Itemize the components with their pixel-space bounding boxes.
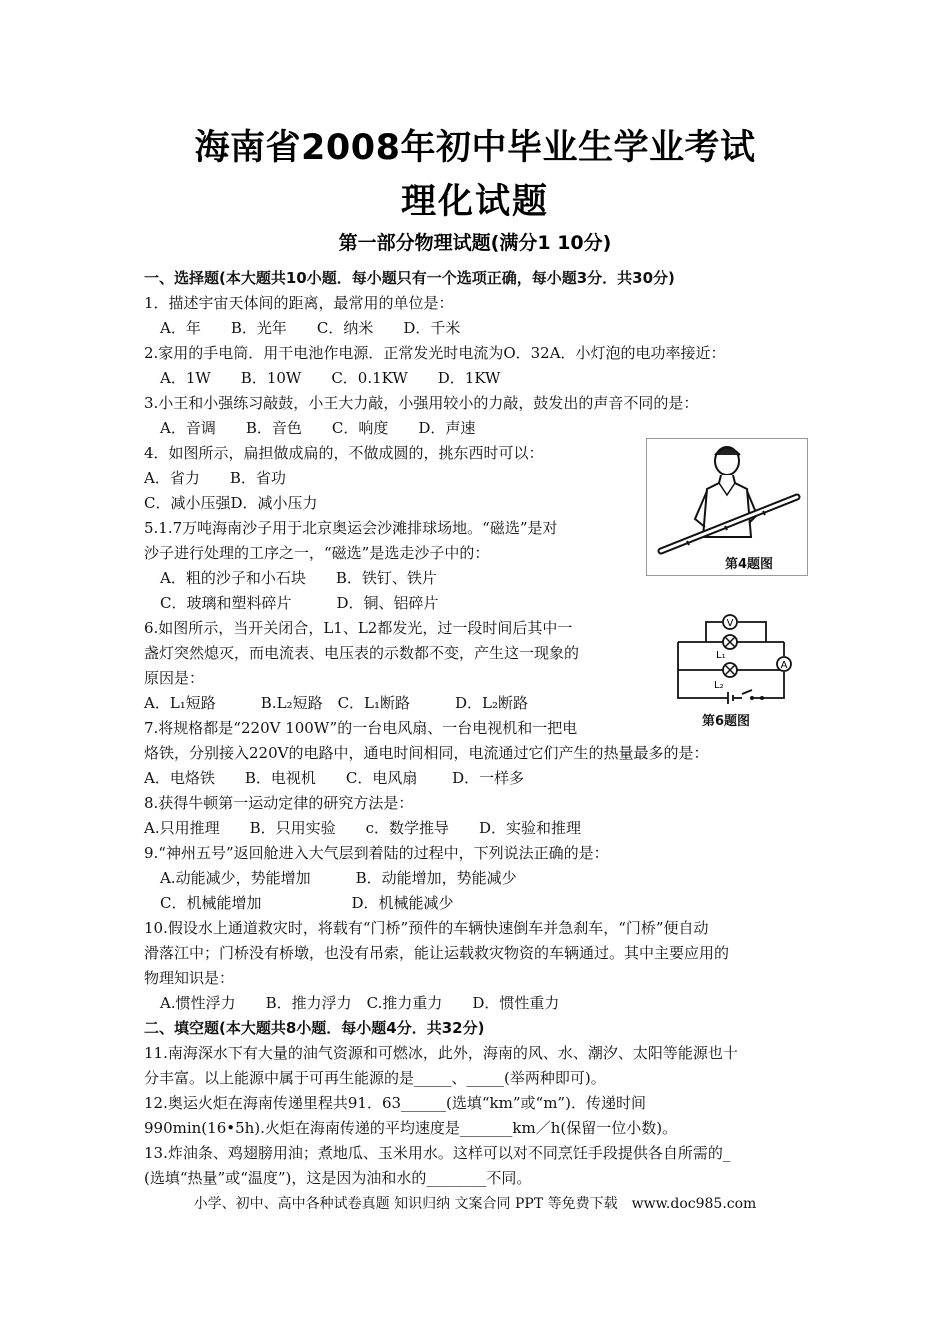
question-4-options-c: C．减小压强D．减小压力 <box>144 494 318 512</box>
question-6-line1: 6.如图所示，当开关闭合，L1、L2都发光，过一段时间后其中一 <box>144 619 573 637</box>
question-8-options: A.只用推理 B．只用实验 c．数学推导 D．实验和推理 <box>144 819 582 837</box>
question-7-line1: 7.将规格都是“220V 100W”的一台电风扇、一台电视机和一把电 <box>144 719 578 737</box>
exam-title: 海南省2008年初中毕业生学业考试 <box>194 128 756 168</box>
question-13-line2: (选填“热量”或“温度”)，这是因为油和水的________不同。 <box>144 1169 532 1187</box>
question-4: 4．如图所示，扁担做成扁的，不做成圆的，挑东西时可以： <box>144 444 544 462</box>
question-9: 9.“神州五号”返回舱进入大气层到着陆的过程中，下列说法正确的是： <box>144 844 609 862</box>
question-7-line2: 烙铁，分别接入220V的电路中，通电时间相同，电流通过它们产生的热量最多的是： <box>144 744 709 762</box>
question-10-options: A.惯性浮力 B．推力浮力 C.推力重力 D．惯性重力 <box>160 994 560 1012</box>
figure-6-circuit-diagram <box>666 612 796 708</box>
question-10-line2: 滑落江中；门桥没有桥墩，也没有吊索，能让运载救灾物资的车辆通过。其中主要应用的 <box>144 944 730 962</box>
question-2: 2.家用的手电筒．用干电池作电源．正常发光时电流为O．32A．小灯泡的电功率接近： <box>144 344 726 362</box>
lamp-l1-label: L₁ <box>716 650 726 661</box>
question-10-line1: 10.假设水上通道救灾时，将载有“门桥”预件的车辆快速倒车并急刹车，“门桥”便自动 <box>144 919 709 937</box>
question-8: 8.获得牛顿第一运动定律的研究方法是： <box>144 794 414 812</box>
question-13-line1: 13.炸油条、鸡翅膀用油；煮地瓜、玉米用水。这样可以对不同烹饪手段提供各自所需的_ <box>144 1144 731 1162</box>
question-9-options-c: C．机械能增加 D．机械能减少 <box>160 894 454 912</box>
question-12-line1: 12.奥运火炬在海南传递里程共91．63______(选填“km”或“m”)．传递时间 <box>144 1094 646 1112</box>
question-5-options-c: C．玻璃和塑料碎片 D．铜、铝碎片 <box>160 594 439 612</box>
figure-6-caption: 第6题图 <box>702 714 751 729</box>
ammeter-label: A <box>780 660 788 671</box>
figure-4-carrying-pole <box>646 438 808 576</box>
question-2-options: A．1W B．10W C．0.1KW D．1KW <box>160 369 501 387</box>
question-10-line3: 物理知识是： <box>144 969 235 987</box>
figure-6-circuit <box>666 612 796 730</box>
question-12-line2: 990min(16•5h).火炬在海南传递的平均速度是_______km／h(保留一位小数)。 <box>144 1119 678 1137</box>
question-6-line2: 盏灯突然熄灭，而电流表、电压表的示数都不变，产生这一现象的 <box>144 644 580 662</box>
exam-subtitle: 理化试题 <box>400 182 549 222</box>
page-footer: 小学、初中、高中各种试卷真题 知识归纳 文案合同 PPT 等免费下载 www.doc985.com <box>193 1196 757 1212</box>
question-6-line3: 原因是： <box>144 669 205 687</box>
section-heading-fill: 二、填空题(本大题共8小题．每小题4分．共32分) <box>144 1019 485 1037</box>
question-3: 3.小王和小强练习敲鼓，小王大力敲，小强用较小的力敲，鼓发出的声音不同的是： <box>144 394 699 412</box>
question-5-line1: 5.1.7万吨海南沙子用于北京奥运会沙滩排球场地。“磁选”是对 <box>144 519 558 537</box>
figure-4-caption: 第4题图 <box>725 557 774 572</box>
section-heading-choice: 一、选择题(本大题共10小题．每小题只有一个选项正确，每小题3分．共30分) <box>144 269 675 287</box>
part-heading: 第一部分物理试题(满分1 10分) <box>338 232 612 254</box>
question-1-options: A．年 B．光年 C．纳米 D．千米 <box>160 319 461 337</box>
question-7-options: A．电烙铁 B．电视机 C．电风扇 D．一样多 <box>144 769 525 787</box>
question-11-line1: 11.南海深水下有大量的油气资源和可燃冰，此外，海南的风、水、潮汐、太阳等能源也十 <box>144 1044 738 1062</box>
voltmeter-label: V <box>726 618 734 629</box>
question-9-options-a: A.动能减少，势能增加 B．动能增加，势能减少 <box>160 869 517 887</box>
question-5-options-a: A．粗的沙子和小石块 B．铁钉、铁片 <box>160 569 437 587</box>
question-5-line2: 沙子进行处理的工序之一，“磁选”是选走沙子中的： <box>144 544 490 562</box>
question-6-options: A．L₁短路 B.L₂短路 C．L₁断路 D．L₂断路 <box>144 694 529 712</box>
question-11-line2: 分丰富。以上能源中属于可再生能源的是_____、_____(举两种即可)。 <box>144 1069 606 1087</box>
question-1: 1．描述宇宙天体间的距离，最常用的单位是： <box>144 294 454 312</box>
lamp-l2-label: L₂ <box>714 680 724 691</box>
question-4-options-a: A．省力 B．省功 <box>144 469 286 487</box>
question-3-options: A．音调 B．音色 C．响度 D．声速 <box>160 419 476 437</box>
